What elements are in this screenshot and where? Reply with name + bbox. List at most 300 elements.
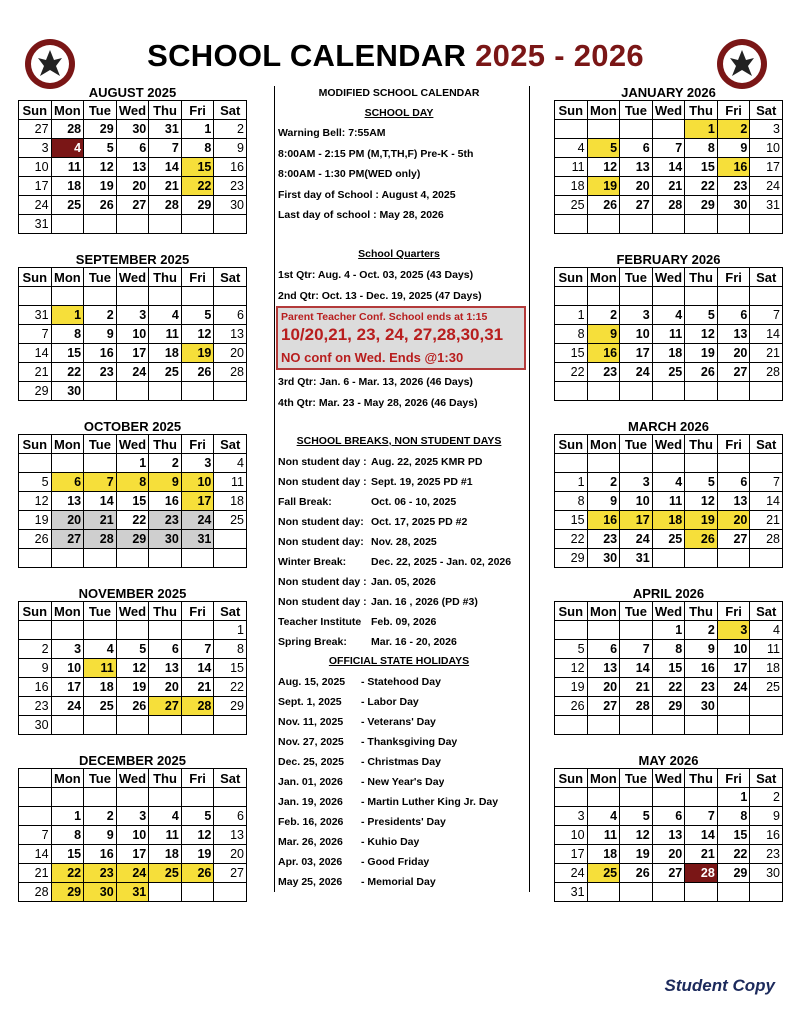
week-row: [19, 788, 247, 807]
day-cell: [19, 788, 52, 807]
month-february-2026: [554, 253, 783, 401]
day-cell: 11: [652, 492, 685, 511]
day-cell: [116, 215, 149, 234]
day-cell: 7: [19, 826, 52, 845]
day-cell: 19: [84, 177, 117, 196]
day-cell: 17: [181, 492, 214, 511]
conf-line-1: Parent Teacher Conf. School ends at 1:15: [281, 311, 488, 323]
day-cell: 30: [587, 549, 620, 568]
day-cell: 22: [116, 511, 149, 530]
weekday-header: Sat: [214, 435, 247, 454]
break-label: Winter Break:: [278, 556, 347, 568]
day-cell: 26: [587, 196, 620, 215]
day-cell: 21: [750, 511, 783, 530]
weekday-header: Sat: [214, 602, 247, 621]
day-cell: 18: [652, 344, 685, 363]
week-row: [555, 158, 783, 177]
weekday-header: Thu: [149, 435, 182, 454]
day-cell: 28: [685, 864, 718, 883]
day-cell: 29: [19, 382, 52, 401]
day-cell: 4: [750, 621, 783, 640]
day-cell: 23: [750, 845, 783, 864]
weekday-header: Tue: [620, 268, 653, 287]
day-cell: 9: [750, 807, 783, 826]
school-seal-right-icon: [716, 38, 768, 90]
day-cell: 7: [750, 473, 783, 492]
week-row: [19, 845, 247, 864]
day-cell: 3: [620, 306, 653, 325]
weekday-header: Sat: [214, 268, 247, 287]
day-cell: 6: [652, 807, 685, 826]
day-cell: 27: [116, 196, 149, 215]
day-cell: 12: [620, 826, 653, 845]
day-cell: 7: [149, 139, 182, 158]
week-row: [555, 511, 783, 530]
school-day-line: 8:00AM - 1:30 PM(WED only): [278, 168, 421, 180]
month-december-2025: [18, 754, 247, 902]
weekday-header: Mon: [587, 769, 620, 788]
day-cell: [685, 549, 718, 568]
conf-line-2: 10/20,21, 23, 24, 27,28,30,31: [281, 325, 504, 344]
day-cell: [181, 788, 214, 807]
day-cell: [685, 287, 718, 306]
day-cell: 17: [620, 344, 653, 363]
day-cell: 25: [149, 864, 182, 883]
holiday-date: Feb. 16, 2026: [278, 816, 344, 828]
day-cell: 31: [620, 549, 653, 568]
day-cell: [685, 788, 718, 807]
conf-line-3: NO conf on Wed. Ends @1:30: [281, 350, 464, 365]
day-cell: 7: [620, 640, 653, 659]
weekday-header: Sun: [555, 101, 588, 120]
week-row: [555, 287, 783, 306]
day-cell: 3: [116, 807, 149, 826]
day-cell: 15: [652, 659, 685, 678]
day-cell: [587, 287, 620, 306]
weekday-header: Thu: [685, 435, 718, 454]
day-cell: 1: [652, 621, 685, 640]
day-cell: 12: [84, 158, 117, 177]
day-cell: [717, 716, 750, 735]
week-row: [555, 659, 783, 678]
day-cell: [84, 215, 117, 234]
day-cell: 22: [685, 177, 718, 196]
week-row: [19, 807, 247, 826]
day-cell: [116, 788, 149, 807]
weekday-header: Tue: [84, 769, 117, 788]
day-cell: [620, 716, 653, 735]
day-cell: [214, 716, 247, 735]
day-cell: 9: [84, 826, 117, 845]
weekday-header: Sat: [214, 101, 247, 120]
day-cell: 27: [51, 530, 84, 549]
break-date: Sept. 19, 2025 PD #1: [371, 476, 473, 488]
day-cell: 13: [116, 158, 149, 177]
weekday-header: Wed: [116, 435, 149, 454]
day-cell: [620, 621, 653, 640]
day-cell: [717, 883, 750, 902]
quarter-line: 1st Qtr: Aug. 4 - Oct. 03, 2025 (43 Days): [278, 269, 474, 281]
day-cell: 25: [652, 530, 685, 549]
day-cell: 5: [685, 473, 718, 492]
week-row: [19, 492, 247, 511]
day-cell: 19: [19, 511, 52, 530]
weekday-header: Fri: [717, 435, 750, 454]
break-label: Non student day:: [278, 516, 364, 528]
day-cell: 4: [149, 807, 182, 826]
weekday-header: Mon: [51, 435, 84, 454]
day-cell: 30: [214, 196, 247, 215]
day-cell: 12: [685, 325, 718, 344]
day-cell: 2: [685, 621, 718, 640]
weekday-header: Mon: [587, 602, 620, 621]
day-cell: 21: [652, 177, 685, 196]
day-cell: [717, 549, 750, 568]
day-cell: 15: [181, 158, 214, 177]
weekday-header: Wed: [116, 769, 149, 788]
day-cell: 28: [620, 697, 653, 716]
holiday-name: - Thanksgiving Day: [361, 736, 458, 748]
day-cell: 8: [116, 473, 149, 492]
day-cell: 23: [587, 363, 620, 382]
weekday-header: Tue: [84, 602, 117, 621]
day-cell: 21: [149, 177, 182, 196]
day-cell: 27: [717, 530, 750, 549]
day-cell: 29: [116, 530, 149, 549]
day-cell: 19: [116, 678, 149, 697]
day-cell: 10: [620, 492, 653, 511]
day-cell: 15: [116, 492, 149, 511]
week-row: [555, 716, 783, 735]
break-date: Nov. 28, 2025: [371, 536, 437, 548]
day-cell: 19: [685, 511, 718, 530]
day-cell: 5: [181, 807, 214, 826]
day-cell: [685, 716, 718, 735]
day-cell: 6: [587, 640, 620, 659]
day-cell: 16: [19, 678, 52, 697]
day-cell: [685, 215, 718, 234]
day-cell: 29: [717, 864, 750, 883]
day-cell: [685, 454, 718, 473]
day-cell: 2: [750, 788, 783, 807]
day-cell: 28: [652, 196, 685, 215]
day-cell: 29: [181, 196, 214, 215]
day-cell: 24: [620, 530, 653, 549]
day-cell: 16: [685, 659, 718, 678]
day-cell: 4: [214, 454, 247, 473]
day-cell: 26: [555, 697, 588, 716]
day-cell: [181, 549, 214, 568]
weekday-header: Sat: [750, 435, 783, 454]
day-cell: [214, 530, 247, 549]
day-cell: [181, 621, 214, 640]
weekday-header: Sat: [750, 101, 783, 120]
day-cell: [149, 788, 182, 807]
day-cell: 28: [181, 697, 214, 716]
day-cell: 16: [587, 344, 620, 363]
week-row: [19, 826, 247, 845]
day-cell: 12: [685, 492, 718, 511]
day-cell: 30: [750, 864, 783, 883]
holiday-date: Jan. 01, 2026: [278, 776, 343, 788]
day-cell: 13: [717, 325, 750, 344]
week-row: [555, 306, 783, 325]
day-cell: 12: [19, 492, 52, 511]
day-cell: 20: [717, 344, 750, 363]
day-cell: 25: [750, 678, 783, 697]
day-cell: 9: [685, 640, 718, 659]
break-label: Non student day :: [278, 576, 367, 588]
day-cell: 1: [181, 120, 214, 139]
holiday-date: Jan. 19, 2026: [278, 796, 343, 808]
day-cell: 31: [19, 306, 52, 325]
day-cell: 2: [214, 120, 247, 139]
day-cell: 22: [181, 177, 214, 196]
break-date: Oct. 17, 2025 PD #2: [371, 516, 468, 528]
day-cell: 7: [652, 139, 685, 158]
week-row: [19, 640, 247, 659]
week-row: [19, 864, 247, 883]
month-name: JANUARY 2026: [621, 85, 716, 100]
day-cell: 3: [620, 473, 653, 492]
day-cell: 26: [19, 530, 52, 549]
day-cell: 18: [652, 511, 685, 530]
page-title: SCHOOL CALENDAR 2025 - 2026: [147, 38, 644, 73]
day-cell: 11: [555, 158, 588, 177]
week-row: [555, 807, 783, 826]
day-cell: 14: [685, 826, 718, 845]
day-cell: [149, 287, 182, 306]
day-cell: 25: [149, 363, 182, 382]
day-cell: 24: [750, 177, 783, 196]
weekday-header: Tue: [84, 435, 117, 454]
school-day-line: First day of School : August 4, 2025: [278, 188, 456, 201]
day-cell: [19, 287, 52, 306]
day-cell: [555, 454, 588, 473]
day-cell: 20: [149, 678, 182, 697]
day-cell: 12: [181, 826, 214, 845]
week-row: [19, 196, 247, 215]
month-october-2025: [18, 420, 247, 568]
breaks-heading: SCHOOL BREAKS, NON STUDENT DAYS: [296, 435, 502, 447]
student-copy-label: Student Copy: [664, 976, 775, 995]
week-row: [555, 678, 783, 697]
day-cell: 17: [19, 177, 52, 196]
break-label: Non student day :: [278, 476, 367, 488]
day-cell: 8: [717, 807, 750, 826]
quarters-heading: School Quarters: [358, 248, 440, 260]
day-cell: 3: [717, 621, 750, 640]
day-cell: [149, 716, 182, 735]
day-cell: [84, 454, 117, 473]
day-cell: 6: [214, 306, 247, 325]
day-cell: 23: [84, 363, 117, 382]
day-cell: 29: [84, 120, 117, 139]
day-cell: 3: [19, 139, 52, 158]
day-cell: [214, 788, 247, 807]
day-cell: 24: [717, 678, 750, 697]
weekday-header: Thu: [149, 101, 182, 120]
holiday-name: - New Year's Day: [361, 776, 445, 788]
day-cell: 29: [652, 697, 685, 716]
day-cell: 16: [149, 492, 182, 511]
day-cell: 2: [19, 640, 52, 659]
holiday-date: Nov. 27, 2025: [278, 736, 344, 748]
day-cell: [181, 215, 214, 234]
week-row: [19, 382, 247, 401]
day-cell: 23: [149, 511, 182, 530]
holiday-name: - Statehood Day: [361, 676, 441, 688]
day-cell: [717, 454, 750, 473]
holiday-name: - Christmas Day: [361, 756, 441, 768]
day-cell: [620, 215, 653, 234]
week-row: [555, 864, 783, 883]
weekday-header: Sun: [555, 268, 588, 287]
break-label: Non student day :: [278, 456, 367, 468]
week-row: [19, 158, 247, 177]
holiday-date: Sept. 1, 2025: [278, 696, 342, 708]
holidays-heading: OFFICIAL STATE HOLIDAYS: [328, 655, 470, 667]
day-cell: [84, 621, 117, 640]
holiday-name: - Presidents' Day: [361, 816, 446, 828]
day-cell: 28: [19, 883, 52, 902]
day-cell: 11: [587, 826, 620, 845]
week-row: [19, 678, 247, 697]
day-cell: 11: [84, 659, 117, 678]
day-cell: 16: [214, 158, 247, 177]
break-date: Jan. 16 , 2026 (PD #3): [371, 596, 478, 608]
weekday-header: [19, 769, 52, 788]
day-cell: 14: [620, 659, 653, 678]
day-cell: 6: [149, 640, 182, 659]
day-cell: 31: [116, 883, 149, 902]
weekday-header: Mon: [587, 101, 620, 120]
break-date: Oct. 06 - 10, 2025: [371, 496, 457, 508]
day-cell: 22: [555, 363, 588, 382]
day-cell: [181, 883, 214, 902]
day-cell: [620, 382, 653, 401]
day-cell: [750, 549, 783, 568]
day-cell: [587, 883, 620, 902]
day-cell: [214, 382, 247, 401]
day-cell: 7: [685, 807, 718, 826]
weekday-header: Thu: [685, 101, 718, 120]
day-cell: [19, 549, 52, 568]
weekday-header: Fri: [717, 268, 750, 287]
day-cell: 1: [51, 807, 84, 826]
day-cell: 21: [685, 845, 718, 864]
day-cell: 23: [587, 530, 620, 549]
day-cell: 14: [750, 325, 783, 344]
break-date: Aug. 22, 2025 KMR PD: [371, 456, 483, 468]
weekday-header: Fri: [181, 769, 214, 788]
weekday-header: Tue: [620, 602, 653, 621]
week-row: [555, 845, 783, 864]
day-cell: 26: [620, 864, 653, 883]
day-cell: 17: [51, 678, 84, 697]
day-cell: 13: [717, 492, 750, 511]
day-cell: [750, 697, 783, 716]
day-cell: 10: [116, 826, 149, 845]
weekday-header: Mon: [51, 101, 84, 120]
day-cell: 20: [214, 344, 247, 363]
weekday-header: Wed: [116, 602, 149, 621]
month-name: DECEMBER 2025: [79, 753, 186, 768]
weekday-header: Thu: [149, 268, 182, 287]
day-cell: 28: [214, 363, 247, 382]
day-cell: 24: [116, 864, 149, 883]
day-cell: 24: [620, 363, 653, 382]
day-cell: 21: [19, 363, 52, 382]
day-cell: 9: [84, 325, 117, 344]
day-cell: 13: [652, 826, 685, 845]
break-date: Mar. 16 - 20, 2026: [371, 636, 457, 648]
day-cell: [750, 382, 783, 401]
day-cell: 22: [214, 678, 247, 697]
month-may-2026: [554, 754, 783, 902]
day-cell: [149, 883, 182, 902]
weekday-header: Thu: [685, 268, 718, 287]
day-cell: 3: [51, 640, 84, 659]
day-cell: [652, 382, 685, 401]
week-row: [555, 177, 783, 196]
day-cell: [84, 788, 117, 807]
month-january-2026: [554, 86, 783, 234]
day-cell: 23: [214, 177, 247, 196]
holiday-date: May 25, 2026: [278, 876, 343, 888]
break-label: Spring Break:: [278, 636, 347, 648]
day-cell: 4: [652, 306, 685, 325]
day-cell: [652, 549, 685, 568]
week-row: [19, 306, 247, 325]
day-cell: 13: [214, 826, 247, 845]
week-row: [555, 363, 783, 382]
day-cell: 19: [181, 344, 214, 363]
day-cell: [214, 215, 247, 234]
day-cell: [717, 697, 750, 716]
week-row: [555, 826, 783, 845]
day-cell: [555, 716, 588, 735]
day-cell: 5: [587, 139, 620, 158]
day-cell: 10: [51, 659, 84, 678]
day-cell: 30: [149, 530, 182, 549]
day-cell: 21: [181, 678, 214, 697]
month-name: NOVEMBER 2025: [78, 586, 187, 601]
day-cell: [587, 382, 620, 401]
week-row: [19, 344, 247, 363]
day-cell: 10: [181, 473, 214, 492]
day-cell: 4: [51, 139, 84, 158]
day-cell: 26: [181, 363, 214, 382]
day-cell: 11: [51, 158, 84, 177]
day-cell: [555, 287, 588, 306]
weekday-header: Mon: [587, 435, 620, 454]
break-label: Fall Break:: [278, 496, 332, 508]
week-row: [19, 325, 247, 344]
week-row: [19, 883, 247, 902]
day-cell: [587, 788, 620, 807]
holiday-name: - Labor Day: [361, 696, 419, 708]
day-cell: 13: [149, 659, 182, 678]
month-name: FEBRUARY 2026: [616, 252, 721, 267]
day-cell: [587, 120, 620, 139]
day-cell: 2: [717, 120, 750, 139]
day-cell: 31: [555, 883, 588, 902]
day-cell: 13: [214, 325, 247, 344]
weekday-header: Fri: [181, 101, 214, 120]
day-cell: 30: [51, 382, 84, 401]
school-seal-left-icon: [24, 38, 76, 90]
